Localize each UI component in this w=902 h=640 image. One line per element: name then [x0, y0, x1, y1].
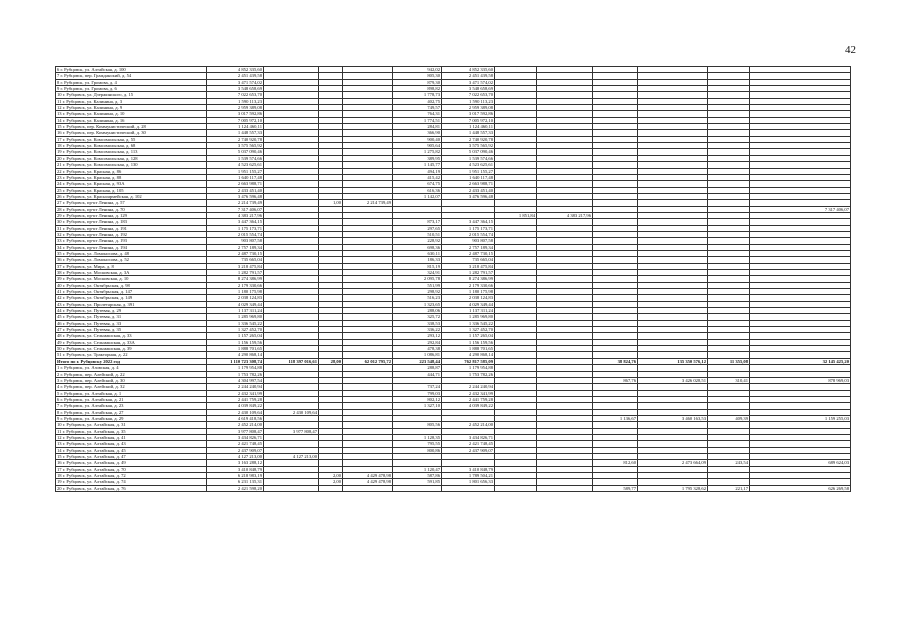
- value-cell: 288,87: [393, 365, 442, 371]
- value-cell: [343, 485, 393, 491]
- value-cell: 805,56: [393, 422, 442, 428]
- value-cell: 1 180 175,98: [207, 289, 264, 295]
- row-address-cell: 6 г. Рубцовск, ул. Алтайская, д. 100: [56, 67, 207, 73]
- value-cell: 878 969,03: [750, 377, 851, 383]
- value-cell: 3 548 658,69: [207, 86, 264, 92]
- value-cell: 325,72: [393, 314, 442, 320]
- row-address-cell: 37 г. Рубцовск, ул. Мира, д. 8: [56, 263, 207, 269]
- value-cell: 4 290 868,14: [207, 352, 264, 358]
- row-address-cell: 9 г. Рубцовск, ул. Алтайская, д. 29: [56, 415, 207, 421]
- value-cell: 3 410 848,79: [442, 466, 495, 472]
- value-cell: 243,54: [708, 460, 750, 466]
- value-cell: 8 274 386,99: [207, 276, 264, 282]
- value-cell: 366,90: [393, 130, 442, 136]
- value-cell: 1 951 155,27: [442, 168, 495, 174]
- row-address-cell: 45 г. Рубцовск, ул. Путевая, д. 31: [56, 314, 207, 320]
- value-cell: 1 156 159,56: [207, 339, 264, 345]
- value-cell: 1 795 328,62: [638, 485, 708, 491]
- value-cell: 1 285 969,80: [442, 314, 495, 320]
- value-cell: 293,12: [393, 333, 442, 339]
- value-cell: 7 005 972,10: [207, 117, 264, 123]
- value-cell: 4 127 213,00: [264, 453, 319, 459]
- value-cell: 3 575 565,92: [442, 143, 495, 149]
- value-cell: 2 663 988,71: [207, 181, 264, 187]
- value-cell: 2 487 730,15: [207, 250, 264, 256]
- value-cell: 2 095,78: [393, 276, 442, 282]
- value-cell: 3 218 475,84: [442, 263, 495, 269]
- row-address-cell: 40 г. Рубцовск, ул. Октябрьская, д. 98: [56, 282, 207, 288]
- row-address-cell: 26 г. Рубцовск, ул. Красноармейская, д. 102: [56, 193, 207, 199]
- value-cell: 2 421 598,20: [207, 485, 264, 491]
- value-cell: 1 753 782,26: [442, 371, 495, 377]
- row-address-cell: 51 г. Рубцовск, ул. Тракторная, д. 22: [56, 352, 207, 358]
- value-cell: 7 005 972,10: [442, 117, 495, 123]
- row-address-cell: 22 г. Рубцовск, ул. Красная, д. 86: [56, 168, 207, 174]
- value-cell: 4 619 418,56: [207, 415, 264, 421]
- value-cell: 735 665,04: [207, 257, 264, 263]
- row-address-cell: 7 г. Рубцовск, ул. Алтайская, д. 23: [56, 403, 207, 409]
- row-address-cell: 20 г. Рубцовск, ул. Алтайская, д. 76: [56, 485, 207, 491]
- value-cell: 1 180 175,98: [442, 289, 495, 295]
- value-cell: 1 124 460,11: [442, 124, 495, 130]
- row-address-cell: 20 г. Рубцовск, ул. Комсомольская, д. 128: [56, 155, 207, 161]
- value-cell: 186,33: [393, 257, 442, 263]
- value-cell: 7 022 653,70: [207, 92, 264, 98]
- value-cell: 4 383 217,96: [537, 212, 593, 218]
- value-cell: 3 163 288,12: [207, 460, 264, 466]
- value-cell: 7 317 406,07: [207, 206, 264, 212]
- value-cell: 3 434 826,71: [442, 434, 495, 440]
- row-address-cell: 5 г. Рубцовск, ул. Алтайская, д. 1: [56, 390, 207, 396]
- row-address-cell: 34 г. Рубцовск, пр-кт Ленина, д. 194: [56, 244, 207, 250]
- value-cell: [264, 485, 319, 491]
- value-cell: 228,92: [393, 238, 442, 244]
- value-cell: 2 740 920,78: [207, 136, 264, 142]
- value-cell: 4 523 625,61: [207, 162, 264, 168]
- row-address-cell: 6 г. Рубцовск, ул. Алтайская, д. 21: [56, 396, 207, 402]
- value-cell: 1 137 311,24: [207, 308, 264, 314]
- value-cell: 1 327,10: [393, 403, 442, 409]
- value-cell: 2 959 389,08: [442, 105, 495, 111]
- value-cell: 4 029 349,44: [207, 301, 264, 307]
- row-address-cell: 1 г. Рубцовск, ул. Азовская, д. 4: [56, 365, 207, 371]
- row-address-cell: 44 г. Рубцовск, ул. Путевая, д. 29: [56, 308, 207, 314]
- row-address-cell: 17 г. Рубцовск, ул. Алтайская, д. 70: [56, 466, 207, 472]
- value-cell: 478,38: [393, 346, 442, 352]
- value-cell: 6 231 135,31: [207, 479, 264, 485]
- value-cell: 6 218 983,19: [207, 473, 264, 479]
- value-cell: 1 951 155,27: [207, 168, 264, 174]
- value-cell: 292,84: [393, 339, 442, 345]
- value-cell: 2 244 240,94: [207, 384, 264, 390]
- value-cell: 38 824,76: [593, 358, 638, 364]
- value-cell: 7 022 653,70: [442, 92, 495, 98]
- row-address-cell: 9 г. Рубцовск, ул. Громова, д. 6: [56, 86, 207, 92]
- value-cell: 698,36: [393, 244, 442, 250]
- value-cell: 4 852 335,60: [207, 67, 264, 73]
- value-cell: 4 383 217,96: [207, 212, 264, 218]
- value-cell: 2 214 739,49: [343, 200, 393, 206]
- value-cell: 4 039 849,22: [442, 403, 495, 409]
- value-cell: 1 157 265,04: [207, 333, 264, 339]
- value-cell: 3 017 592,86: [207, 111, 264, 117]
- value-cell: 221,17: [708, 485, 750, 491]
- value-cell: 3 471 574,02: [442, 79, 495, 85]
- value-cell: 2 487 730,15: [442, 250, 495, 256]
- value-cell: 297,65: [393, 225, 442, 231]
- value-cell: 805,30: [393, 73, 442, 79]
- value-cell: 7 317 406,07: [750, 206, 851, 212]
- row-address-cell: 13 г. Рубцовск, ул. Алтайская, д. 43: [56, 441, 207, 447]
- row-address-cell: 18 г. Рубцовск, ул. Алтайская, д. 72: [56, 473, 207, 479]
- value-cell: 1 323,65: [393, 301, 442, 307]
- row-address-cell: 7 г. Рубцовск, пер. Гражданский, д. 54: [56, 73, 207, 79]
- value-cell: 749,57: [393, 105, 442, 111]
- value-cell: 510,51: [393, 231, 442, 237]
- row-address-cell: 29 г. Рубцовск, пр-кт Ленина, д. 129: [56, 212, 207, 218]
- value-cell: 1 156 159,56: [442, 339, 495, 345]
- value-cell: 1 327 452,70: [207, 327, 264, 333]
- row-address-cell: 43 г. Рубцовск, ул. Пролетарская, д. 391: [56, 301, 207, 307]
- value-cell: 1 157 265,04: [442, 333, 495, 339]
- value-cell: 2 214 739,49: [207, 200, 264, 206]
- row-address-cell: 16 г. Рубцовск, пер. Коммунистический, д. 30: [56, 130, 207, 136]
- value-cell: 900,40: [393, 136, 442, 142]
- value-cell: 415,42: [393, 174, 442, 180]
- value-cell: 2 430 109,64: [207, 409, 264, 415]
- value-cell: 2 452 214,00: [442, 422, 495, 428]
- value-cell: 2 244 240,94: [442, 384, 495, 390]
- row-address-cell: 27 г. Рубцовск, пр-кт Ленина, д. 57: [56, 200, 207, 206]
- value-cell: 5 037 090,46: [442, 149, 495, 155]
- value-cell: 1 448 557,33: [442, 130, 495, 136]
- value-cell: 903 807,58: [442, 238, 495, 244]
- row-address-cell: 13 г. Рубцовск, ул. Калинина, д. 10: [56, 111, 207, 117]
- value-cell: 4 429 478,98: [343, 473, 393, 479]
- row-address-cell: 12 г. Рубцовск, ул. Калинина, д. 9: [56, 105, 207, 111]
- value-cell: 903 807,58: [207, 238, 264, 244]
- row-address-cell: 14 г. Рубцовск, ул. Калинина, д. 16: [56, 117, 207, 123]
- value-cell: 2 015 554,74: [207, 231, 264, 237]
- value-cell: 1 801 656,33: [442, 479, 495, 485]
- row-address-cell: 19 г. Рубцовск, ул. Алтайская, д. 74: [56, 479, 207, 485]
- value-cell: 1 179 954,88: [207, 365, 264, 371]
- value-cell: 1 539 574,66: [207, 155, 264, 161]
- table-body: [56, 67, 851, 492]
- row-address-cell: 2 г. Рубцовск, пер. Алейский, д. 22: [56, 371, 207, 377]
- value-cell: 1 145,77: [393, 162, 442, 168]
- row-address-cell: 16 г. Рубцовск, ул. Алтайская, д. 49: [56, 460, 207, 466]
- row-address-cell: 15 г. Рубцовск, ул. Алтайская, д. 47: [56, 453, 207, 459]
- value-cell: 1 128,35: [393, 434, 442, 440]
- value-cell: 630,11: [393, 250, 442, 256]
- row-address-cell: 11 г. Рубцовск, ул. Алтайская, д. 35: [56, 428, 207, 434]
- row-address-cell: 50 г. Рубцовск, ул. Сельмашская, д. 39: [56, 346, 207, 352]
- value-cell: 800,86: [393, 447, 442, 453]
- value-cell: 1 327 452,70: [442, 327, 495, 333]
- value-cell: 118 397 016,61: [264, 358, 319, 364]
- value-cell: 1,00: [319, 200, 343, 206]
- value-cell: 1 888 701,65: [442, 346, 495, 352]
- value-cell: 764,31: [393, 111, 442, 117]
- value-cell: 3 460 163,53: [638, 415, 708, 421]
- value-cell: [442, 485, 495, 491]
- value-cell: 1 159 255,03: [750, 415, 851, 421]
- value-cell: 2 432 341,99: [207, 390, 264, 396]
- row-address-cell: 46 г. Рубцовск, ул. Путевая, д. 33: [56, 320, 207, 326]
- value-cell: 4 429 478,98: [343, 479, 393, 485]
- value-cell: 1 590 113,23: [442, 98, 495, 104]
- value-cell: 28,00: [319, 358, 343, 364]
- row-address-cell: 3 г. Рубцовск, пер. Алейский, д. 30: [56, 377, 207, 383]
- value-cell: 1 120,47: [393, 466, 442, 472]
- value-cell: 3 575 565,92: [207, 143, 264, 149]
- row-address-cell: 10 г. Рубцовск, ул. Алтайская, д. 31: [56, 422, 207, 428]
- value-cell: [393, 485, 442, 491]
- table-row: [56, 485, 851, 491]
- row-address-cell: 48 г. Рубцовск, ул. Сельмашская, д. 33: [56, 333, 207, 339]
- value-cell: 3 426 028,51: [638, 377, 708, 383]
- value-cell: 4 523 625,61: [442, 162, 495, 168]
- value-cell: 3 977 808,47: [207, 428, 264, 434]
- value-cell: 942,02: [393, 67, 442, 73]
- value-cell: 2 437 909,07: [207, 447, 264, 453]
- value-cell: 3 476 596,48: [207, 193, 264, 199]
- value-cell: 1 590 113,23: [207, 98, 264, 104]
- value-cell: 402,75: [393, 98, 442, 104]
- value-cell: 409,39: [708, 415, 750, 421]
- value-cell: 1 110 723 308,74: [207, 358, 264, 364]
- value-cell: 1 640 117,48: [442, 174, 495, 180]
- value-cell: 4 852 335,60: [442, 67, 495, 73]
- row-address-cell: 49 г. Рубцовск, ул. Сельмашская, д. 33А: [56, 339, 207, 345]
- row-address-cell: 24 г. Рубцовск, ул. Красная, д. 93А: [56, 181, 207, 187]
- value-cell: 1 124 460,11: [207, 124, 264, 130]
- value-cell: 11 355,08: [708, 358, 750, 364]
- value-cell: 815,19: [393, 263, 442, 269]
- value-cell: [495, 485, 537, 491]
- value-cell: 2 441 759,28: [442, 396, 495, 402]
- value-cell: 2 421 748,45: [442, 441, 495, 447]
- value-cell: 812,60: [593, 460, 638, 466]
- value-cell: 2 451 439,58: [207, 73, 264, 79]
- value-cell: 2 740 920,78: [442, 136, 495, 142]
- value-cell: 2,00: [319, 479, 343, 485]
- value-cell: 298,92: [393, 289, 442, 295]
- value-cell: 3 471 574,02: [207, 79, 264, 85]
- row-address-cell: 33 г. Рубцовск, пр-кт Ленина, д. 193: [56, 238, 207, 244]
- value-cell: 1 336 545,22: [442, 320, 495, 326]
- row-address-cell: 11 г. Рубцовск, ул. Калинина, д. 3: [56, 98, 207, 104]
- row-address-cell: 41 г. Рубцовск, ул. Октябрьская, д. 147: [56, 289, 207, 295]
- value-cell: 3 410 848,79: [207, 466, 264, 472]
- row-address-cell: 32 г. Рубцовск, пр-кт Ленина, д. 192: [56, 231, 207, 237]
- value-cell: 1 539 574,66: [442, 155, 495, 161]
- value-cell: 2 959 389,08: [207, 105, 264, 111]
- value-cell: 735 665,04: [442, 257, 495, 263]
- value-cell: 3 218 475,84: [207, 263, 264, 269]
- value-cell: 4 039 849,22: [207, 403, 264, 409]
- value-cell: 444,71: [393, 371, 442, 377]
- value-cell: 2 437 909,07: [442, 447, 495, 453]
- value-cell: 135 350 576,12: [638, 358, 708, 364]
- value-cell: 1 175 173,71: [207, 225, 264, 231]
- value-cell: 898,82: [393, 86, 442, 92]
- value-cell: 389,95: [393, 155, 442, 161]
- value-cell: 288,06: [393, 308, 442, 314]
- value-cell: 2 432 341,99: [442, 390, 495, 396]
- value-cell: 626 269,58: [750, 485, 851, 491]
- value-cell: 3 977 808,47: [264, 428, 319, 434]
- row-address-cell: Итого по г. Рубцовску 2022 год: [56, 358, 207, 364]
- value-cell: 689 624,03: [750, 460, 851, 466]
- value-cell: 4 290 868,14: [442, 352, 495, 358]
- value-cell: [537, 485, 593, 491]
- value-cell: 4 304 997,54: [207, 377, 264, 383]
- value-cell: 795,55: [393, 441, 442, 447]
- value-cell: 1 086,81: [393, 352, 442, 358]
- value-cell: 2 757 189,34: [442, 244, 495, 250]
- value-cell: 2 451 439,58: [442, 73, 495, 79]
- data-table: [55, 66, 851, 492]
- row-address-cell: 30 г. Рубцовск, пр-кт Ленина, д. 183: [56, 219, 207, 225]
- value-cell: 516,23: [393, 295, 442, 301]
- value-cell: 1 175 173,71: [442, 225, 495, 231]
- row-address-cell: 35 г. Рубцовск, ул. Ломоносова, д. 48: [56, 250, 207, 256]
- row-address-cell: 38 г. Рубцовск, ул. Московская, д. 3А: [56, 270, 207, 276]
- value-cell: 2 433 451,40: [207, 187, 264, 193]
- value-cell: 3 434 826,71: [207, 434, 264, 440]
- value-cell: 32 145 425,20: [750, 358, 851, 364]
- value-cell: 799,03: [393, 390, 442, 396]
- value-cell: 1 179 954,88: [442, 365, 495, 371]
- row-address-cell: 39 г. Рубцовск, ул. Московская, д. 10: [56, 276, 207, 282]
- row-address-cell: 23 г. Рубцовск, ул. Красная, д. 88: [56, 174, 207, 180]
- value-cell: 2 757 189,34: [207, 244, 264, 250]
- value-cell: 873,17: [393, 219, 442, 225]
- row-address-cell: 19 г. Рубцовск, ул. Комсомольская, д. 113: [56, 149, 207, 155]
- value-cell: 1 142,07: [393, 193, 442, 199]
- value-cell: 4 029 349,44: [442, 301, 495, 307]
- value-cell: 310,41: [708, 377, 750, 383]
- value-cell: 2 433 451,40: [442, 187, 495, 193]
- value-cell: 1 888 701,65: [207, 346, 264, 352]
- row-address-cell: 25 г. Рубцовск, ул. Красная, д. 105: [56, 187, 207, 193]
- value-cell: 1 282 791,57: [207, 270, 264, 276]
- value-cell: 2 452 214,00: [207, 422, 264, 428]
- row-address-cell: 15 г. Рубцовск, пер. Коммунистический, д. 28: [56, 124, 207, 130]
- value-cell: 1 778,73: [393, 92, 442, 98]
- value-cell: 494,19: [393, 168, 442, 174]
- value-cell: 802,12: [393, 396, 442, 402]
- value-cell: 284,81: [393, 124, 442, 130]
- value-cell: 1 282 791,57: [442, 270, 495, 276]
- value-cell: 1 448 557,33: [207, 130, 264, 136]
- value-cell: 2 421 748,45: [207, 441, 264, 447]
- row-address-cell: 47 г. Рубцовск, ул. Путевая, д. 35: [56, 327, 207, 333]
- value-cell: 1 774,51: [393, 117, 442, 123]
- value-cell: 5 037 090,46: [207, 149, 264, 155]
- row-address-cell: 36 г. Рубцовск, ул. Ломоносова, д. 52: [56, 257, 207, 263]
- value-cell: 2 441 759,28: [207, 396, 264, 402]
- row-address-cell: 31 г. Рубцовск, пр-кт Ленина, д. 191: [56, 225, 207, 231]
- row-address-cell: 10 г. Рубцовск, ул. Дзержинского, д. 15: [56, 92, 207, 98]
- value-cell: 8 274 386,99: [442, 276, 495, 282]
- value-cell: 674,75: [393, 181, 442, 187]
- value-cell: 1 136,67: [593, 415, 638, 421]
- row-address-cell: 4 г. Рубцовск, пер. Алейский, д. 32: [56, 384, 207, 390]
- value-cell: 1 753 782,26: [207, 371, 264, 377]
- value-cell: 2 038 124,83: [207, 295, 264, 301]
- value-cell: 3 476 596,48: [442, 193, 495, 199]
- value-cell: 1 851,84: [495, 212, 537, 218]
- value-cell: 1 275,82: [393, 149, 442, 155]
- value-cell: 62 012 795,72: [343, 358, 393, 364]
- value-cell: 338,53: [393, 320, 442, 326]
- value-cell: 867,76: [593, 377, 638, 383]
- value-cell: 4 127 213,00: [207, 453, 264, 459]
- page-number: 42: [845, 44, 856, 56]
- value-cell: 223 548,44: [393, 358, 442, 364]
- row-address-cell: 14 г. Рубцовск, ул. Алтайская, д. 45: [56, 447, 207, 453]
- row-address-cell: 18 г. Рубцовск, ул. Комсомольская, д. 68: [56, 143, 207, 149]
- value-cell: 2 038 124,83: [442, 295, 495, 301]
- row-address-cell: 8 г. Рубцовск, ул. Громова, д. 4: [56, 79, 207, 85]
- value-cell: 551,99: [393, 282, 442, 288]
- row-address-cell: 42 г. Рубцовск, ул. Октябрьская, д. 149: [56, 295, 207, 301]
- row-address-cell: 12 г. Рубцовск, ул. Алтайская, д. 41: [56, 434, 207, 440]
- row-address-cell: 28 г. Рубцовск, пр-кт Ленина, д. 70: [56, 206, 207, 212]
- value-cell: 336,22: [393, 327, 442, 333]
- value-cell: 1 789 504,21: [442, 473, 495, 479]
- value-cell: 1 640 117,48: [207, 174, 264, 180]
- value-cell: 1 137 311,24: [442, 308, 495, 314]
- row-address-cell: 8 г. Рубцовск, ул. Алтайская, д. 27: [56, 409, 207, 415]
- row-address-cell: 21 г. Рубцовск, ул. Комсомольская, д. 130: [56, 162, 207, 168]
- value-cell: 2 179 330,66: [442, 282, 495, 288]
- value-cell: 2 473 664,09: [638, 460, 708, 466]
- value-cell: 1 285 969,80: [207, 314, 264, 320]
- value-cell: 1 336 545,22: [207, 320, 264, 326]
- value-cell: 324,91: [393, 270, 442, 276]
- value-cell: 3 548 658,69: [442, 86, 495, 92]
- value-cell: 591,85: [393, 479, 442, 485]
- value-cell: 905,64: [393, 143, 442, 149]
- value-cell: 737,24: [393, 384, 442, 390]
- value-cell: 762 817 585,09: [442, 358, 495, 364]
- value-cell: 3 447 364,15: [442, 219, 495, 225]
- value-cell: 2 430 109,64: [264, 409, 319, 415]
- value-cell: [319, 485, 343, 491]
- value-cell: 3 447 364,15: [207, 219, 264, 225]
- value-cell: 616,36: [393, 187, 442, 193]
- value-cell: 2 015 554,74: [442, 231, 495, 237]
- value-cell: 879,30: [393, 79, 442, 85]
- value-cell: 3 017 592,86: [442, 111, 495, 117]
- value-cell: 589,77: [593, 485, 638, 491]
- value-cell: 587,86: [393, 473, 442, 479]
- value-cell: 2 663 988,71: [442, 181, 495, 187]
- value-cell: 2,00: [319, 473, 343, 479]
- row-address-cell: 17 г. Рубцовск, ул. Комсомольская, д. 55: [56, 136, 207, 142]
- value-cell: 2 179 330,66: [207, 282, 264, 288]
